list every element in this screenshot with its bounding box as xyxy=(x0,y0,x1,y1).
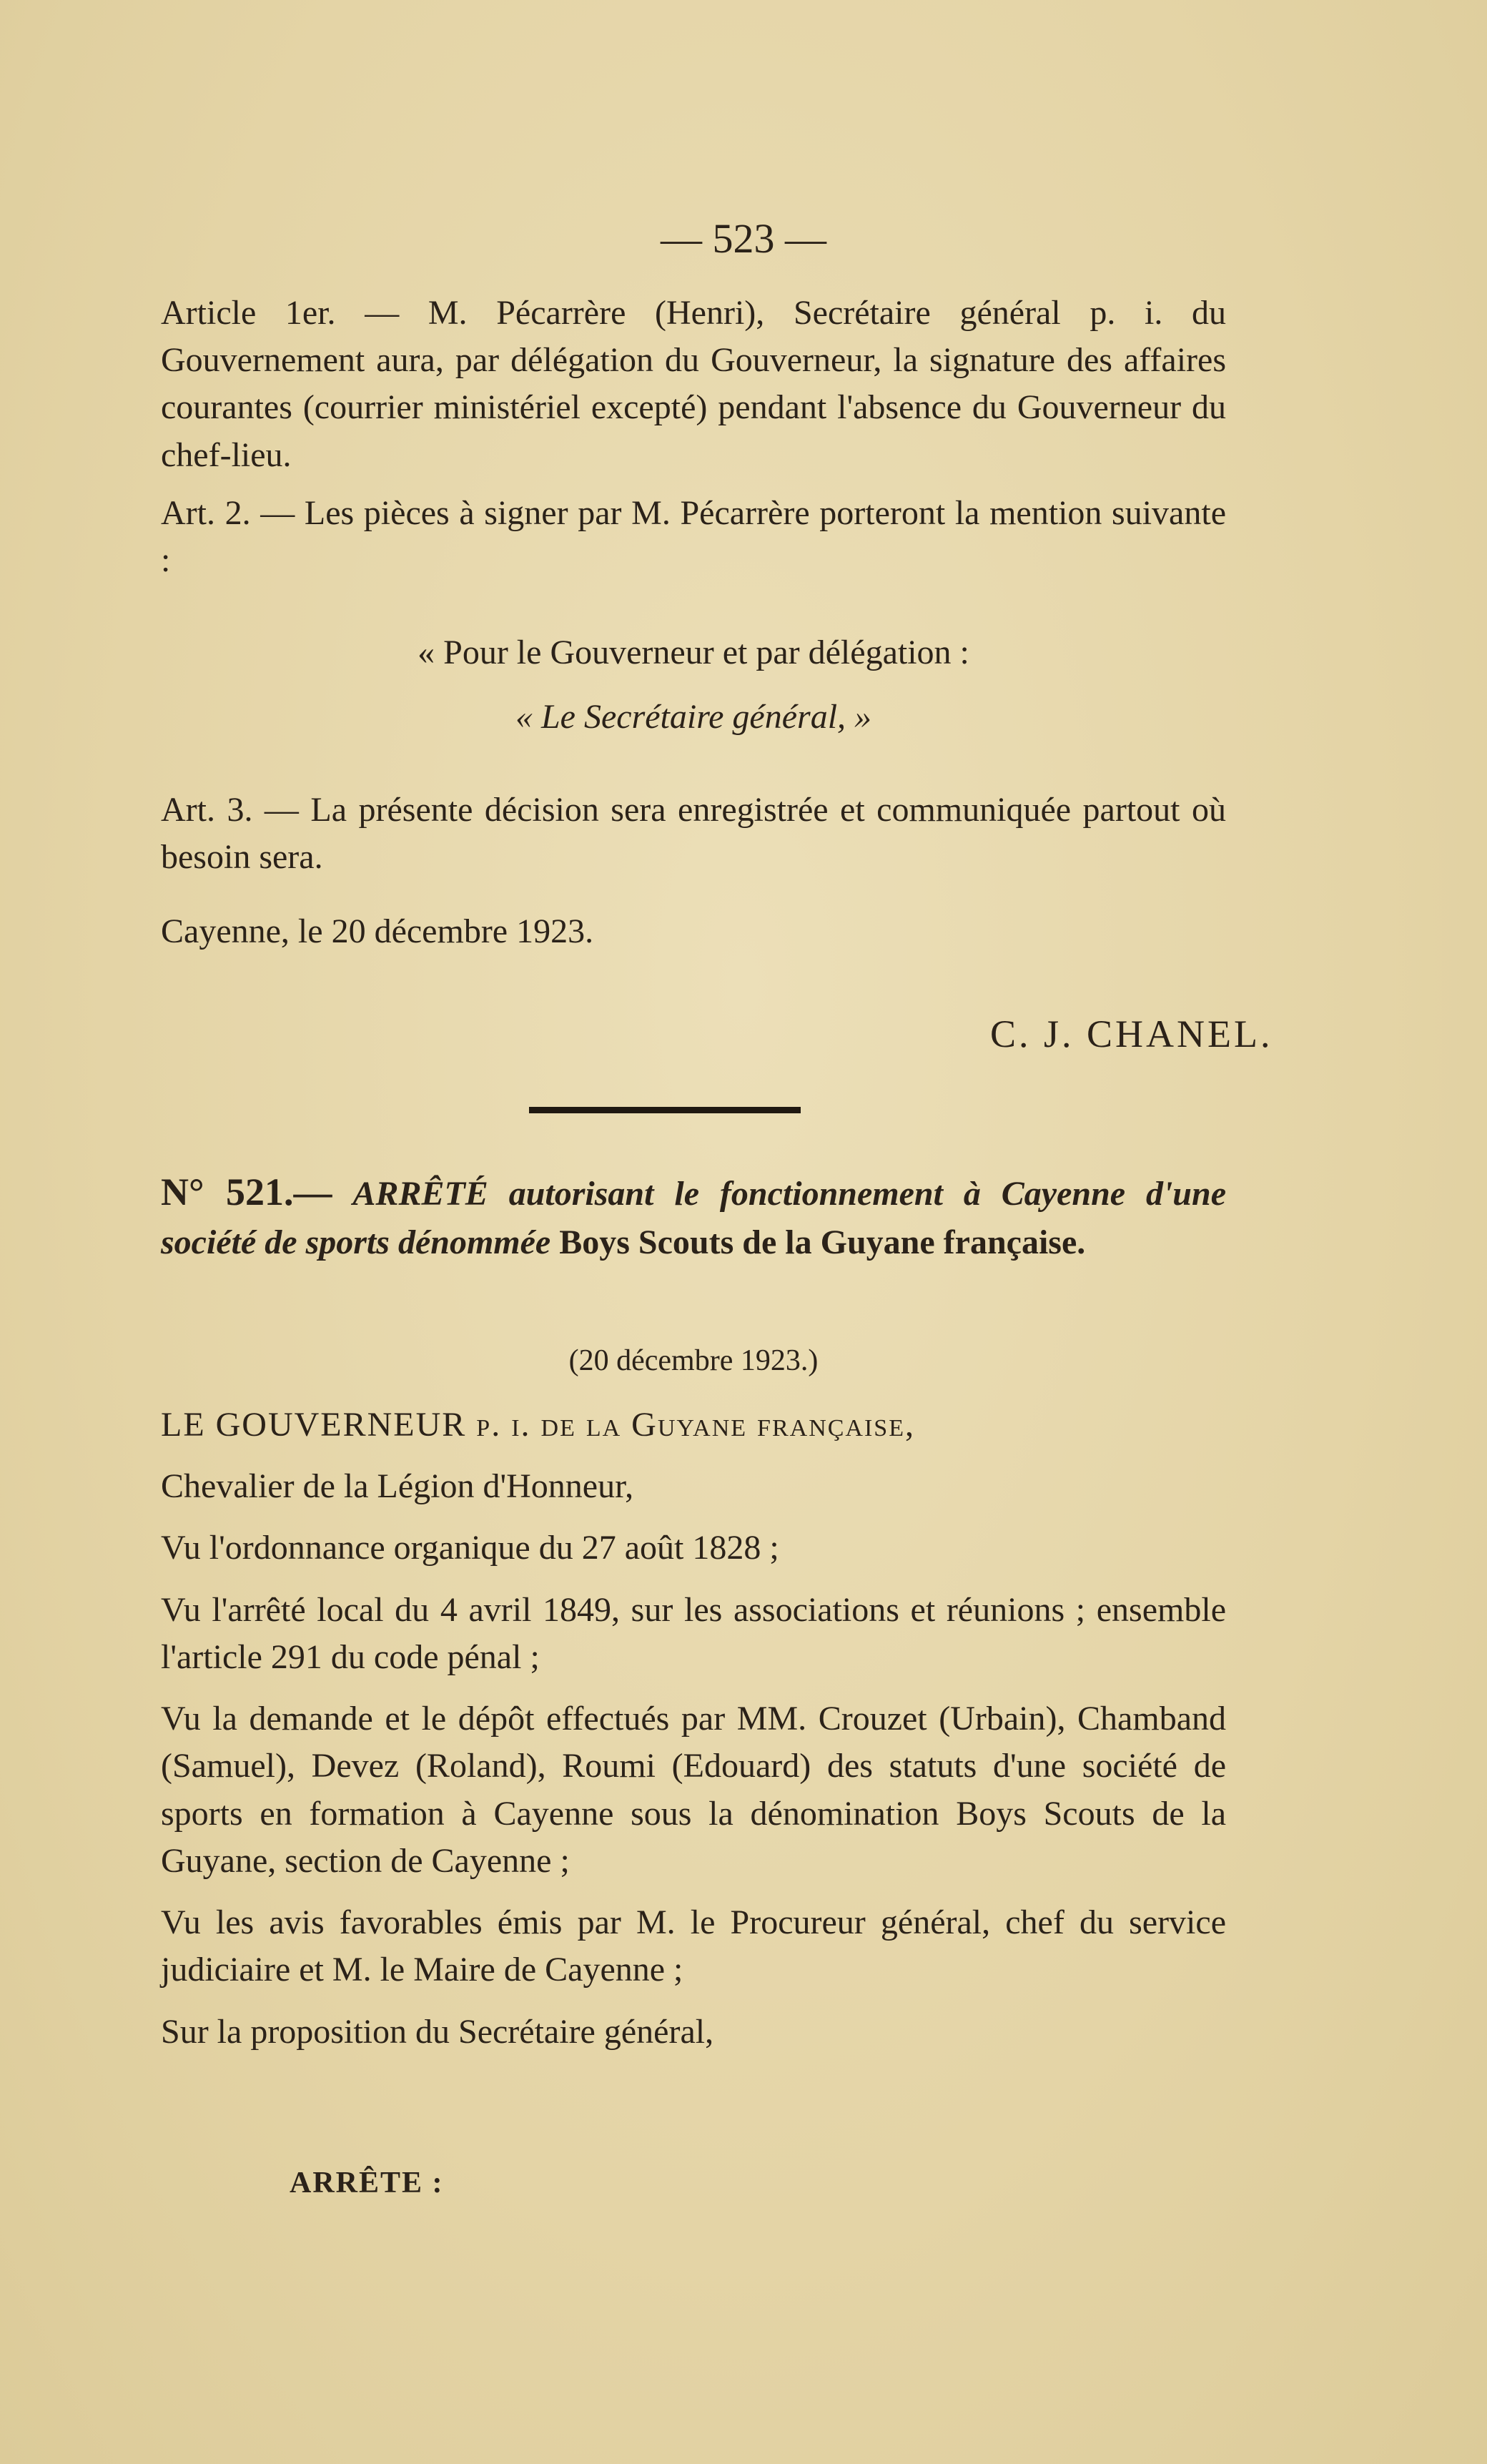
preamble-proposition: Sur la proposition du Secrétaire général, xyxy=(161,2012,714,2051)
signature: C. J. CHANEL. xyxy=(990,1012,1273,1055)
decree-preamble xyxy=(161,1401,1226,2070)
preamble-vu-ordonnance: Vu l'ordonnance organique du 27 août 1828 ; xyxy=(161,1529,779,1567)
place-date: Cayenne, le 20 décembre 1923. xyxy=(161,912,594,950)
preamble-vu-avis: Vu les avis favorables émis par M. le Procureur général, chef du service judiciaire et M. le Maire de Cayenne ; xyxy=(161,1903,1226,1989)
decree-date: (20 décembre 1923.) xyxy=(568,1344,819,1377)
decree-number: N° 521.— xyxy=(161,1171,332,1213)
arrete-label: ARRÊTE : xyxy=(290,2167,444,2199)
mention-line-1: « Pour le Gouverneur et par délégation : xyxy=(418,634,969,671)
preamble-vu-arrete: Vu l'arrêté local du 4 avril 1849, sur les associations et réunions ; ensemble l'article 291 du code pénal ; xyxy=(161,1590,1226,1676)
preamble-governor: LE GOUVERNEUR p. i. de la Guyane française, xyxy=(161,1406,915,1444)
decree-title-name: Boys Scouts de la Guyane française. xyxy=(559,1223,1086,1261)
preamble-vu-demande: Vu la demande et le dépôt effectués par MM. Crouzet (Urbain), Chamband (Samuel), Devez (Roland), Roumi (Edouard) des statuts d'une société de sports en formation à Cayenne sous la dénomination Boys Scouts de la Guyane, section de Cayenne ; xyxy=(161,1700,1226,1880)
article-1: Article 1er. — M. Pécarrère (Henri), Secrétaire général p. i. du Gouvernement aura, par délégation du Gouverneur, la signature des affaires courantes (courrier ministériel excepté) pendant l'absence du Gouverneur du chef-lieu. xyxy=(161,294,1226,474)
page-number: — 523 — xyxy=(661,215,826,262)
mention-line-2: « Le Secrétaire général, » xyxy=(515,698,872,736)
preamble-chevalier: Chevalier de la Légion d'Honneur, xyxy=(161,1467,634,1506)
article-2: Art. 2. — Les pièces à signer par M. Pécarrère porteront la mention suivante : xyxy=(161,494,1226,580)
decree-title: ARRÊTÉ autorisant le fonctionnement à Cayenne d'une société de sports dénommée xyxy=(161,1175,1227,1261)
section-divider xyxy=(529,1107,801,1113)
decree-heading xyxy=(161,1166,1226,1266)
article-3: Art. 3. — La présente décision sera enregistrée et communiquée partout où besoin sera. xyxy=(161,791,1226,877)
